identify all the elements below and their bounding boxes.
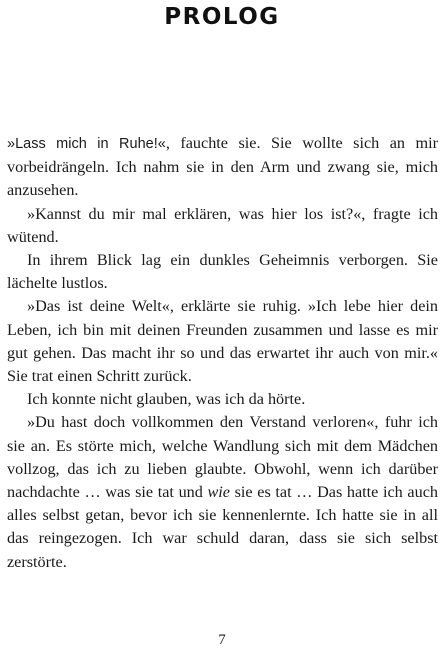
paragraph-5: Ich konnte nicht glauben, was ich da hörte.	[27, 390, 306, 409]
opening-line: »Lass mich in Ruhe!«	[7, 136, 166, 152]
paragraph-1	[7, 132, 438, 203]
paragraph-1-text: , fauchte sie. Sie wollte sich an mir vorbeidrängeln. Ich nahm sie in den Arm und zwang sie, mich anzusehen.	[7, 134, 439, 200]
paragraph-6-text-after: sie es tat … Das hatte ich auch alles selbst getan, bevor ich sie kennenlernte. Ich hatte sie in all das reingezogen. Ich war schuld daran, dass sie sich selbst zerstörte.	[7, 483, 438, 571]
paragraph-6	[7, 411, 438, 573]
body-text	[7, 132, 438, 574]
paragraph-6-text-before: »Du hast doch vollkommen den Verstand verloren«, fuhr ich sie an. Es störte mich, welche Wandlung sich mit dem Mädchen vollzog, das ich zu lieben glaubte. Obwohl, wenn ich darüber nachdachte … was sie tat und	[7, 413, 438, 502]
page-number: 7	[218, 632, 226, 648]
paragraph-3: In ihrem Blick lag ein dunkles Geheimnis verborgen. Sie lächelte lustlos.	[7, 251, 438, 293]
chapter-title: PROLOG	[164, 4, 280, 30]
emphasized-word: wie	[207, 483, 230, 502]
paragraph-4: »Das ist deine Welt«, erklärte sie ruhig. »Ich lebe hier dein Leben, ich bin mit deinen Freunden zusammen und lasse es mir gut gehen. Das macht ihr so und das erwartet ihr auch von mir.« Sie trat einen Schritt zurück.	[7, 297, 438, 386]
paragraph-2: »Kannst du mir mal erklären, was hier los ist?«, fragte ich wütend.	[7, 204, 438, 246]
